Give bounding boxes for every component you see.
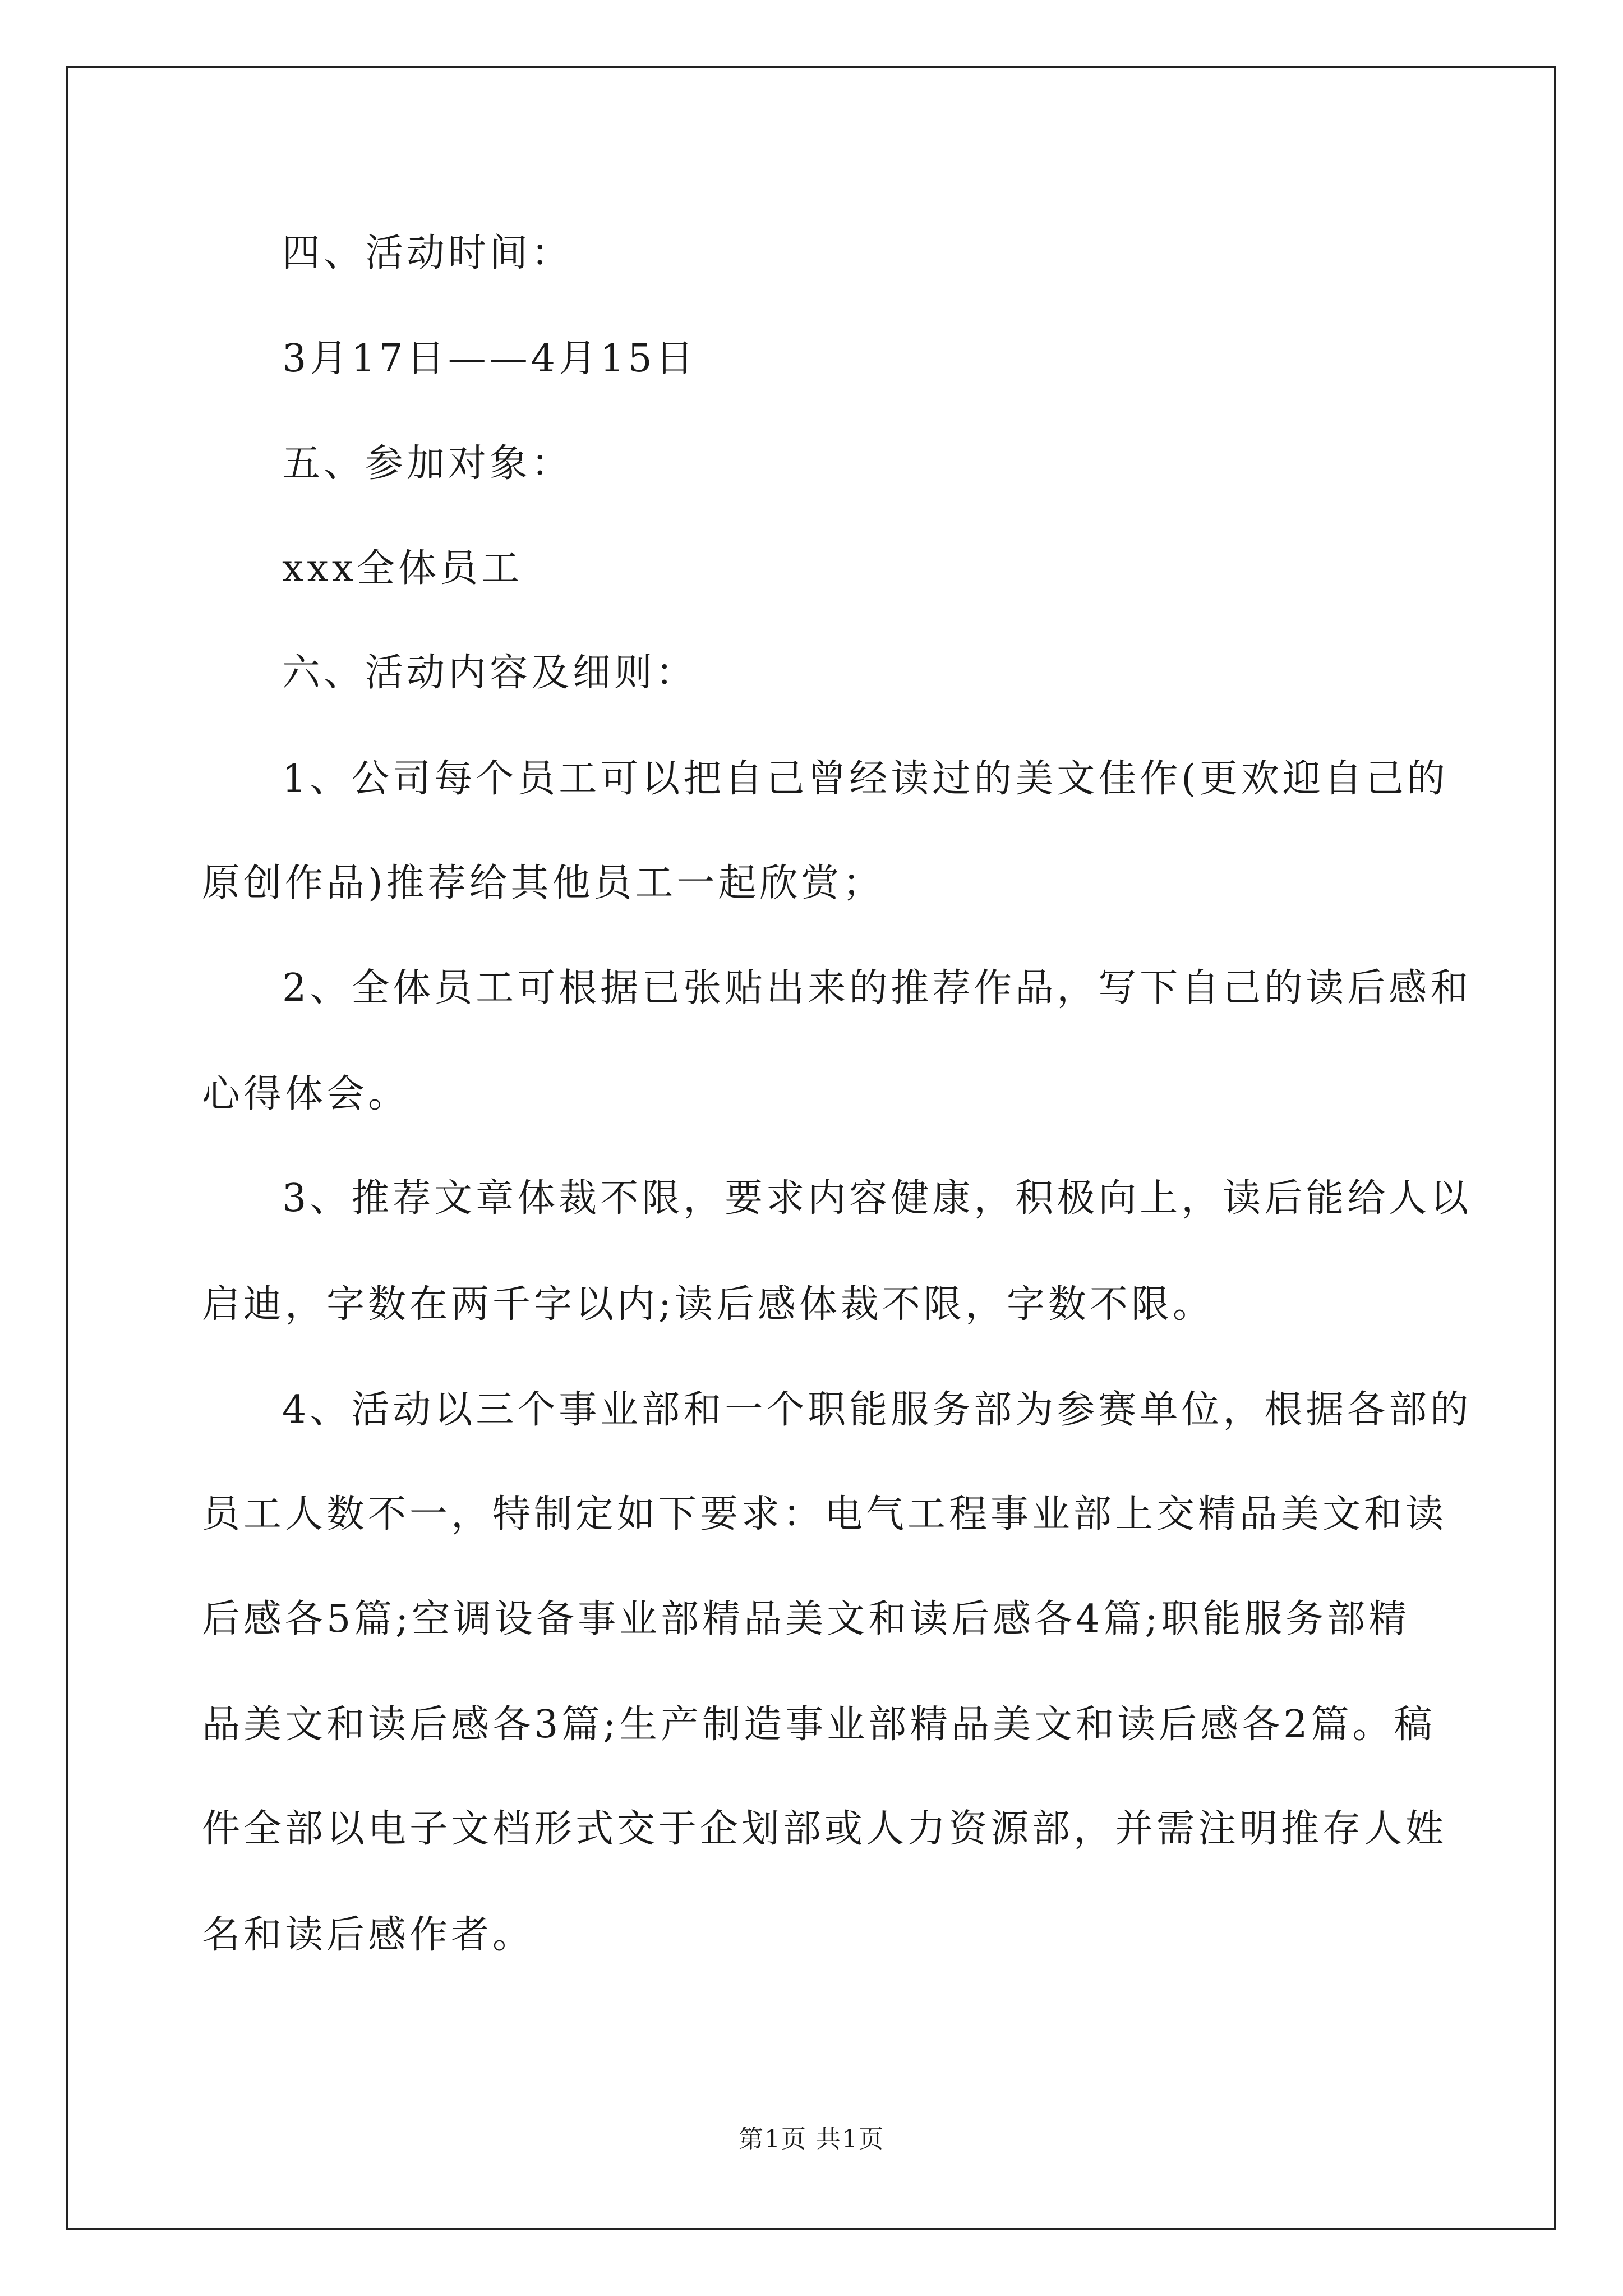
rule-4-line-3: 后感各5篇;空调设备事业部精品美文和读后感各4篇;职能服务部精 [202,1597,1410,1641]
section-heading-activity-content: 六、活动内容及细则： [282,651,698,695]
rule-4-line-5: 件全部以电子文档形式交于企划部或人力资源部，并需注明推存人姓 [202,1807,1447,1851]
rule-3-line-2: 启迪，字数在两千字以内;读后感体裁不限，字数不限。 [202,1282,1214,1327]
rule-4-line-4: 品美文和读后感各3篇;生产制造事业部精品美文和读后感各2篇。稿 [202,1703,1436,1747]
rule-4-line-2: 员工人数不一，特制定如下要求：电气工程事业部上交精品美文和读 [202,1492,1447,1536]
rule-3-line-1: 3、推荐文章体裁不限，要求内容健康，积极向上，读后能给人以 [282,1176,1472,1221]
participants-text: xxx全体员工 [282,546,523,591]
section-heading-participants: 五、参加对象： [282,441,573,486]
rule-2-line-2: 心得体会。 [202,1072,410,1116]
rule-4-line-6: 名和读后感作者。 [202,1913,534,1957]
rule-1-line-2: 原创作品)推荐给其他员工一起欣赏； [202,861,884,905]
page-border [66,66,1556,2230]
rule-1-line-1: 1、公司每个员工可以把自己曾经读过的美文佳作(更欢迎自己的 [282,757,1449,801]
activity-date-range: 3月17日——4月15日 [282,337,697,381]
section-heading-activity-time: 四、活动时间： [282,231,573,275]
rule-4-line-1: 4、活动以三个事业部和一个职能服务部为参赛单位，根据各部的 [282,1388,1472,1432]
page-number-footer: 第1页 共1页 [739,2125,884,2154]
rule-2-line-1: 2、全体员工可根据已张贴出来的推荐作品，写下自己的读后感和 [282,966,1472,1010]
